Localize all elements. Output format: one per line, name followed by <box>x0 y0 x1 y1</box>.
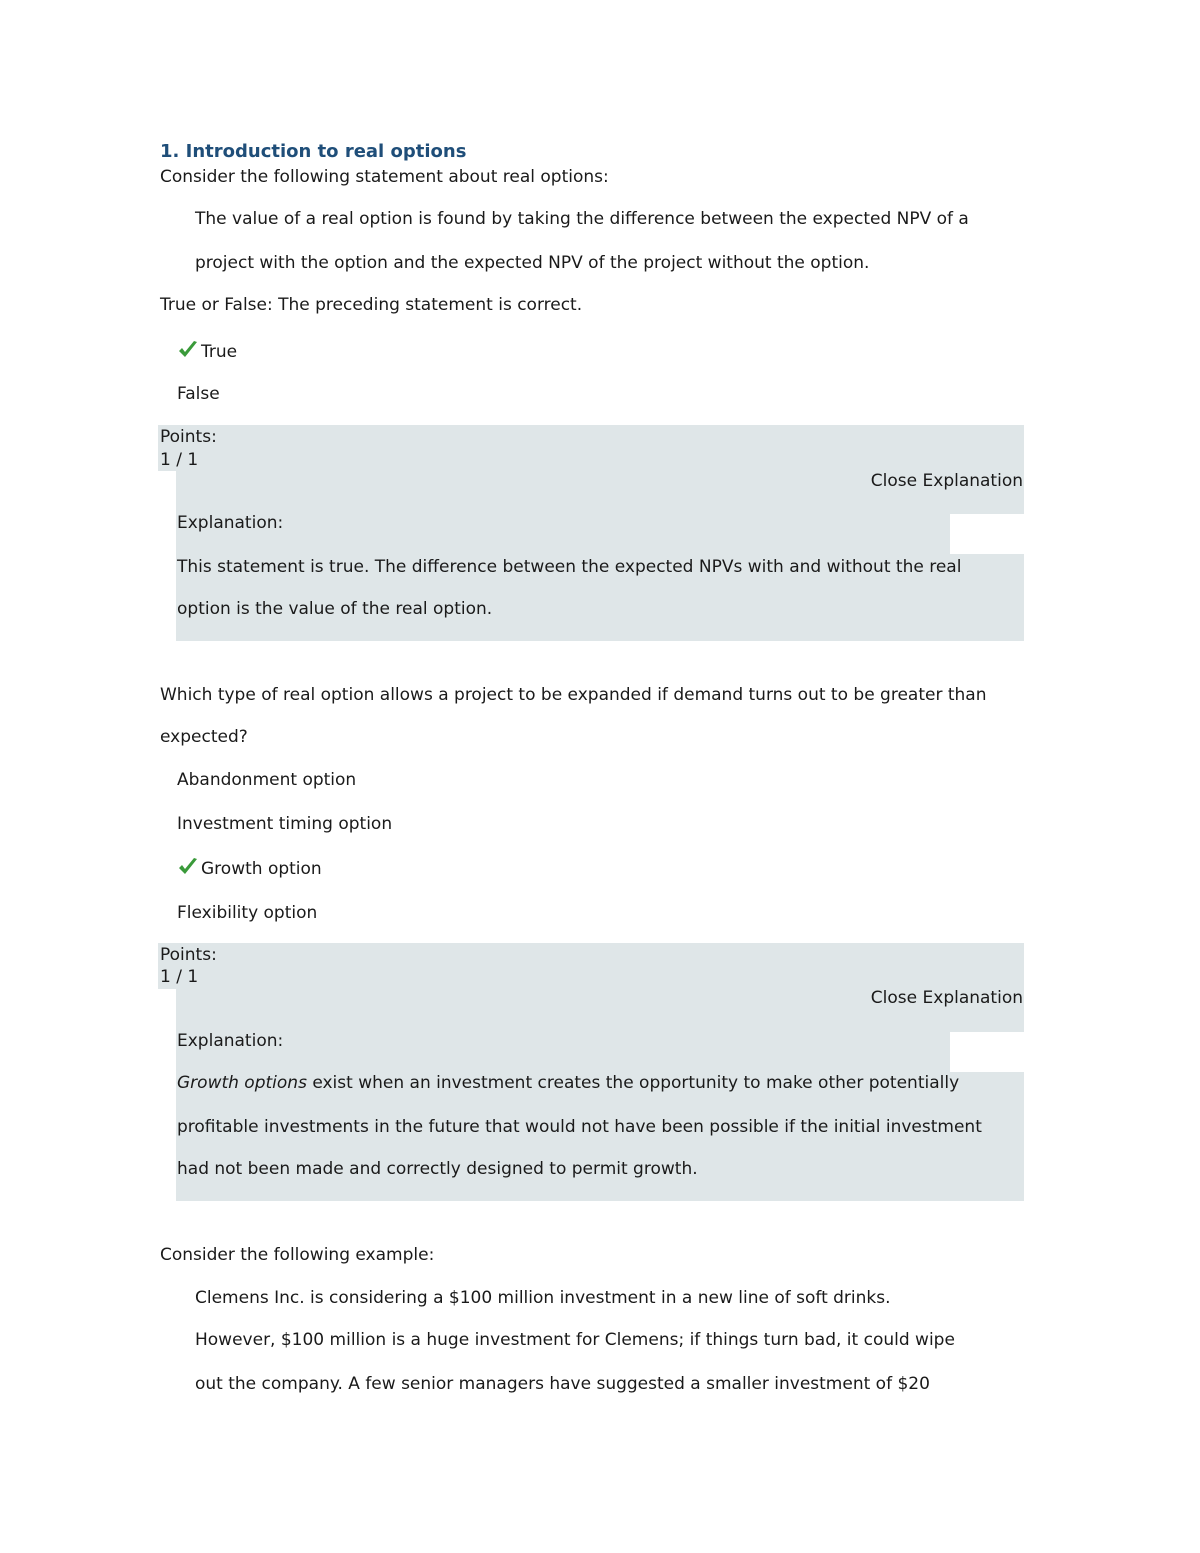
q2-choice-growth[interactable] <box>177 857 322 879</box>
q2-choice-label: Growth option <box>201 859 322 879</box>
q2-prompt-line2: expected? <box>160 727 248 747</box>
q2-explanation-line1 <box>177 1073 959 1093</box>
q2-points-strip <box>158 943 1024 989</box>
q1-explanation-label: Explanation: <box>177 513 284 533</box>
q1-panel-notch <box>950 514 1024 554</box>
q2-prompt-line1: Which type of real option allows a project to be expanded if demand turns out to be greater than <box>160 685 987 705</box>
q2-explanation-term: Growth options <box>177 1073 307 1093</box>
q1-choice-label: False <box>177 384 220 404</box>
check-icon <box>177 340 199 360</box>
q3-example-line3: out the company. A few senior managers have suggested a smaller investment of $20 <box>195 1374 930 1394</box>
q2-choice-label: Investment timing option <box>177 814 393 834</box>
q2-close-explanation-link[interactable]: Close Explanation <box>870 988 1023 1008</box>
q2-choice-investment-timing[interactable] <box>177 814 392 834</box>
q1-close-explanation-link[interactable]: Close Explanation <box>870 471 1023 491</box>
check-icon <box>177 857 199 877</box>
q2-choice-label: Abandonment option <box>177 770 357 790</box>
q2-choice-abandonment[interactable] <box>177 770 356 790</box>
q1-points-label: Points: <box>160 427 217 447</box>
q1-points-strip <box>158 425 1024 471</box>
q2-choice-label: Flexibility option <box>177 903 318 923</box>
q3-intro: Consider the following example: <box>160 1245 435 1265</box>
q1-choice-label: True <box>201 342 238 362</box>
q2-panel-notch <box>950 1032 1024 1072</box>
q2-points-value: 1 / 1 <box>160 967 199 987</box>
q3-example-line2: However, $100 million is a huge investment for Clemens; if things turn bad, it could wipe <box>195 1330 955 1350</box>
q1-prompt: True or False: The preceding statement is correct. <box>160 295 583 315</box>
section-title: 1. Introduction to real options <box>160 141 467 162</box>
q1-explanation-line1: This statement is true. The difference between the expected NPVs with and without the real <box>177 557 962 577</box>
q2-points-label: Points: <box>160 945 217 965</box>
q1-choice-false[interactable] <box>177 384 220 404</box>
q3-example-line1: Clemens Inc. is considering a $100 million investment in a new line of soft drinks. <box>195 1288 891 1308</box>
q2-choice-flexibility[interactable] <box>177 903 317 923</box>
q1-choice-true[interactable] <box>177 340 237 362</box>
q1-points-value: 1 / 1 <box>160 450 199 470</box>
q1-statement-line2: project with the option and the expected NPV of the project without the option. <box>195 253 870 273</box>
q2-explanation-line1-rest: exist when an investment creates the opportunity to make other potentially <box>306 1073 960 1093</box>
q1-intro: Consider the following statement about real options: <box>160 167 609 187</box>
q2-explanation-line2: profitable investments in the future that would not have been possible if the initial investment <box>177 1117 982 1137</box>
q1-statement-line1: The value of a real option is found by taking the difference between the expected NPV of a <box>195 209 969 229</box>
q2-explanation-label: Explanation: <box>177 1031 284 1051</box>
q1-explanation-line2: option is the value of the real option. <box>177 599 493 619</box>
q2-explanation-line3: had not been made and correctly designed to permit growth. <box>177 1159 698 1179</box>
